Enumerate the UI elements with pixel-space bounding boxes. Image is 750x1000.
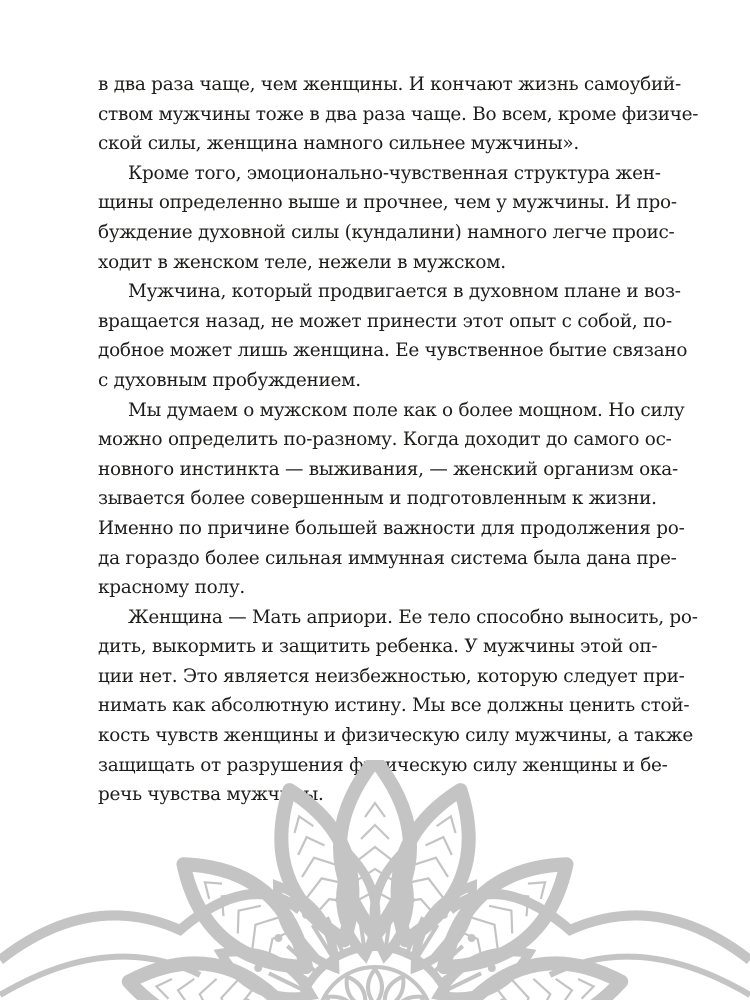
- text-line: ции нет. Это является неизбежностью, которую следует при-: [98, 665, 685, 687]
- text-line: защищать от разрушения физическую силу женщины и бе-: [98, 754, 668, 776]
- text-line: Женщина — Мать априори. Ее тело способно выносить, ро-: [128, 606, 698, 628]
- text-line: Именно по причине большей важности для продолжения ро-: [98, 517, 685, 539]
- text-line: дить, выкормить и защитить ребенка. У мужчины этой оп-: [98, 636, 658, 658]
- text-line: Мужчина, который продвигается в духовном плане и воз-: [128, 281, 681, 303]
- text-line: нимать как абсолютную истину. Мы все должны ценить стой-: [98, 695, 690, 717]
- mandala-lotus-icon: [0, 760, 750, 1000]
- paragraph: [98, 396, 685, 603]
- text-line: речь чувства мужчины.: [98, 784, 324, 806]
- text-line: новного инстинкта — выживания, — женский организм ока-: [98, 458, 678, 480]
- text-line: добное может лишь женщина. Ее чувственное бытие связано: [98, 340, 688, 362]
- body-text: [98, 70, 699, 810]
- text-line: Мы думаем о мужском поле как о более мощном. Но силу: [128, 399, 685, 421]
- paragraph: [98, 159, 677, 277]
- text-line: зывается более совершенным и подготовленным к жизни.: [98, 488, 657, 510]
- text-line: кость чувств женщины и физическую силу мужчины, а также: [98, 725, 694, 747]
- paragraph: [98, 277, 688, 395]
- text-line: ством мужчины тоже в два раза чаще. Во всем, кроме физиче-: [98, 103, 699, 125]
- text-line: буждение духовной силы (кундалини) намного легче проис-: [98, 221, 675, 243]
- text-line: вращается назад, не может принести этот опыт с собой, по-: [98, 310, 672, 332]
- text-line: ходит в женском теле, нежели в мужском.: [98, 251, 506, 273]
- text-line: щины определенно выше и прочнее, чем у мужчины. И про-: [98, 192, 677, 214]
- text-line: красному полу.: [98, 577, 246, 599]
- text-line: с духовным пробуждением.: [98, 369, 361, 391]
- text-line: в два раза чаще, чем женщины. И кончают жизнь самоубий-: [98, 74, 681, 95]
- text-line: можно определить по-разному. Когда доходит до самого ос-: [98, 429, 672, 451]
- text-line: да гораздо более сильная иммунная система была дана пре-: [98, 547, 677, 569]
- text-line: Кроме того, эмоционально-чувственная структура жен-: [128, 162, 661, 184]
- text-line: ской силы, женщина намного сильнее мужчины».: [98, 133, 580, 155]
- paragraph: [98, 70, 699, 159]
